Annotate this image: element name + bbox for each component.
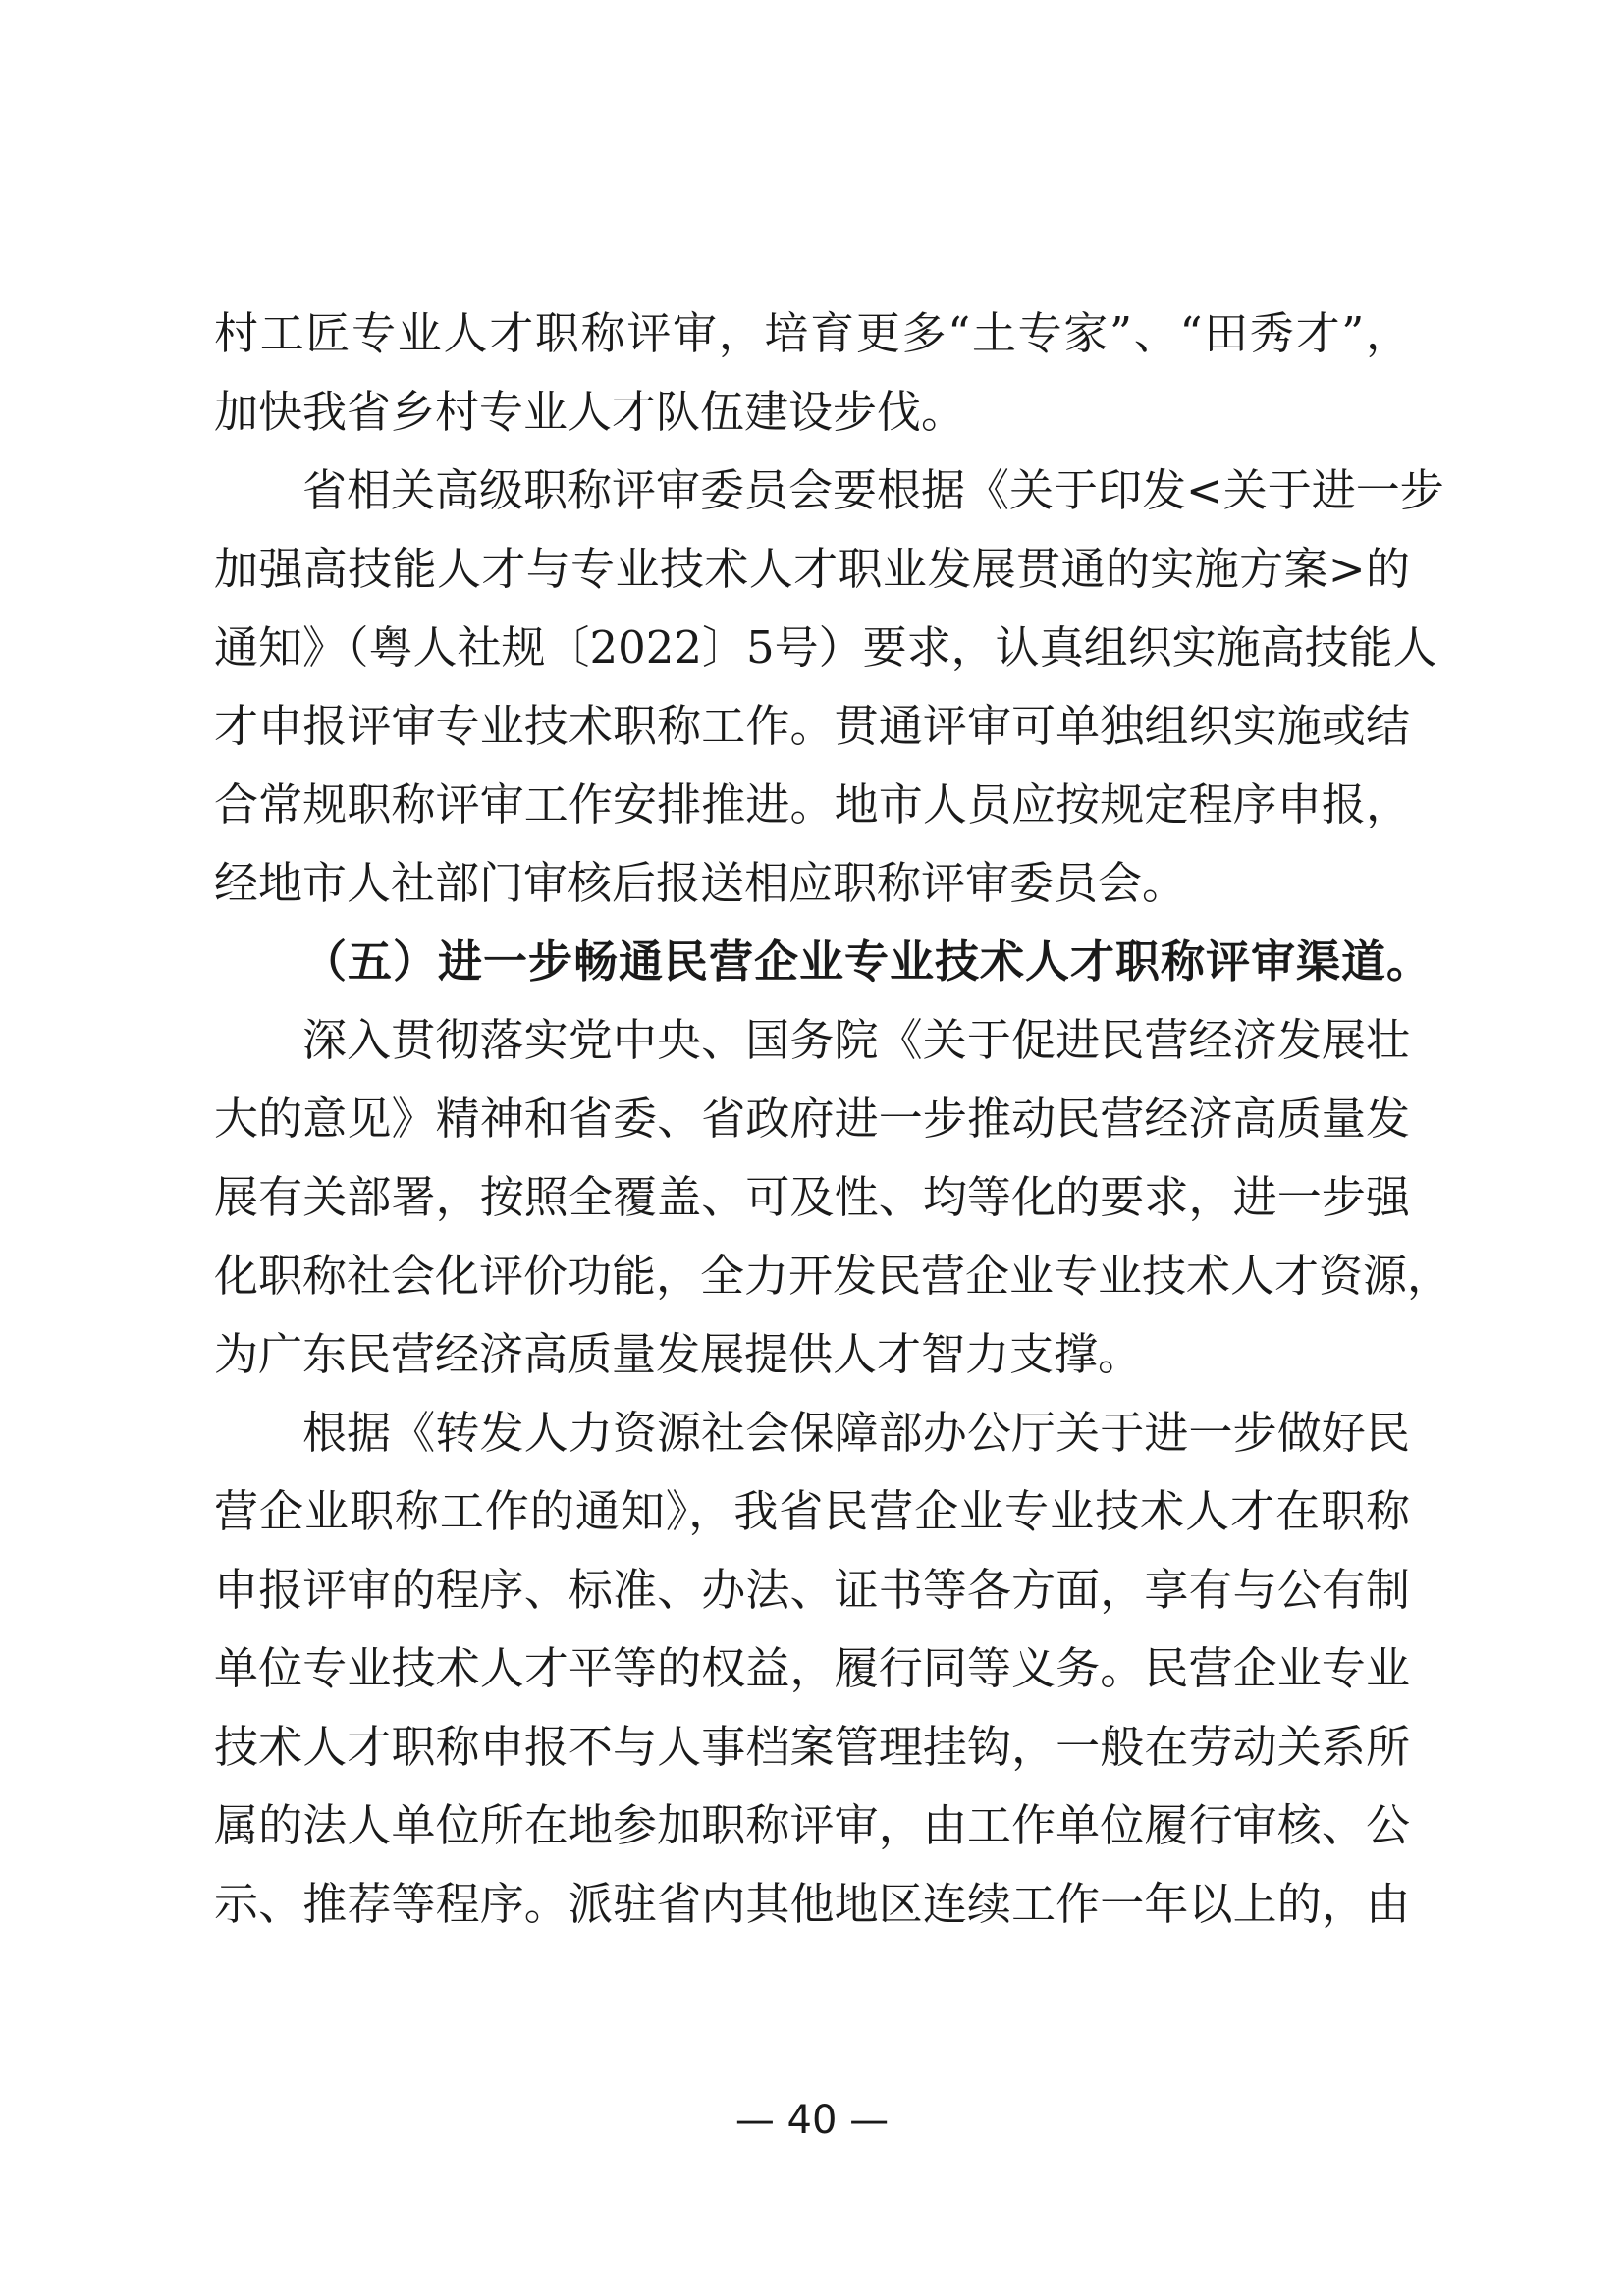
text-line: 展有关部署，按照全覆盖、可及性、均等化的要求，进一步强: [214, 1171, 1410, 1223]
document-body: [214, 294, 1452, 1944]
section-heading: （五）进一步畅通民营企业专业技术人才职称评审渠道。: [302, 935, 1433, 988]
text-line: 村工匠专业人才职称评审，培育更多“土专家”、“田秀才”，: [214, 307, 1410, 359]
text-line: 营企业职称工作的通知》，我省民营企业专业技术人才在职称: [214, 1485, 1410, 1537]
text-line: 为广东民营经济高质量发展提供人才智力支撑。: [214, 1328, 1143, 1380]
text-line: 通知》（粤人社规〔2022〕5号）要求，认真组织实施高技能人: [214, 621, 1437, 673]
text-line: 合常规职称评审工作安排推进。地市人员应按规定程序申报，: [214, 778, 1410, 830]
text-line: 深入贯彻落实党中央、国务院《关于促进民营经济发展壮: [302, 1014, 1410, 1066]
text-line: 加快我省乡村专业人才队伍建设步伐。: [214, 386, 966, 438]
text-line: 经地市人社部门审核后报送相应职称评审委员会。: [214, 857, 1187, 909]
text-line: 申报评审的程序、标准、办法、证书等各方面，享有与公有制: [214, 1564, 1410, 1616]
text-line: 单位专业技术人才平等的权益，履行同等义务。民营企业专业: [214, 1642, 1410, 1694]
text-line: 根据《转发人力资源社会保障部办公厅关于进一步做好民: [302, 1407, 1410, 1459]
text-line: 属的法人单位所在地参加职称评审，由工作单位履行审核、公: [214, 1799, 1410, 1851]
text-line: 大的意见》精神和省委、省政府进一步推动民营经济高质量发: [214, 1093, 1410, 1145]
text-line: 技术人才职称申报不与人事档案管理挂钩，一般在劳动关系所: [214, 1721, 1410, 1773]
page-number: — 40 —: [734, 2098, 890, 2143]
text-line: 省相关高级职称评审委员会要根据《关于印发<关于进一步: [302, 464, 1444, 516]
text-line: 化职称社会化评价功能，全力开发民营企业专业技术人才资源，: [214, 1250, 1452, 1302]
text-line: 示、推荐等程序。派驻省内其他地区连续工作一年以上的，由: [214, 1878, 1410, 1930]
text-line: 加强高技能人才与专业技术人才职业发展贯通的实施方案>的: [214, 543, 1410, 595]
text-line: 才申报评审专业技术职称工作。贯通评审可单独组织实施或结: [214, 700, 1410, 752]
